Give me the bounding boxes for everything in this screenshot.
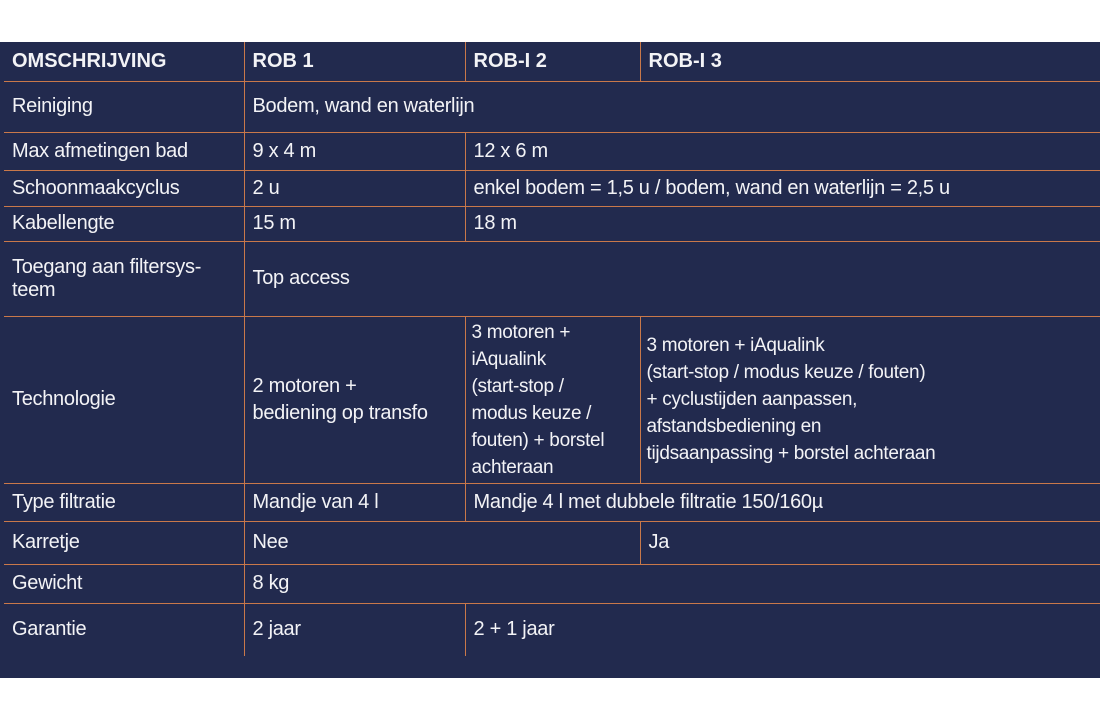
cell-afmetingen-rob1: 9 x 4 m [244,132,465,170]
cell-garantie-rob1: 2 jaar [244,603,465,656]
row-label-technologie: Technologie [4,316,244,483]
table-row [4,81,1100,132]
cell-kabel-rob23: 18 m [465,206,1100,241]
cell-reiniging-all: Bodem, wand en waterlijn [244,81,1100,132]
row-label-cyclus: Schoonmaakcyclus [4,170,244,206]
comparison-table [4,42,1100,656]
header-rob-i2: ROB-I 2 [465,42,640,81]
table-row [4,483,1100,521]
cell-karretje-rob12: Nee [244,521,640,564]
header-omschrijving: OMSCHRIJVING [4,42,244,81]
table-row [4,316,1100,483]
row-label-karretje: Karretje [4,521,244,564]
cell-gewicht-all: 8 kg [244,564,1100,603]
table-row [4,170,1100,206]
cell-technologie-rob1: 2 motoren + bediening op transfo [244,316,465,483]
cell-filtratie-rob23: Mandje 4 l met dubbele filtratie 150/160µ [465,483,1100,521]
table-header-row [4,42,1100,81]
cell-afmetingen-rob23: 12 x 6 m [465,132,1100,170]
cell-cyclus-rob1: 2 u [244,170,465,206]
table-row [4,603,1100,656]
row-label-kabel: Kabellengte [4,206,244,241]
row-label-afmetingen: Max afmetingen bad [4,132,244,170]
row-label-gewicht: Gewicht [4,564,244,603]
cell-technologie-rob2: 3 motoren + iAqualink (start-stop / modus keuze / fouten) + borstel achteraan [465,316,640,483]
cell-cyclus-rob23: enkel bodem = 1,5 u / bodem, wand en waterlijn = 2,5 u [465,170,1100,206]
row-label-filtratie: Type filtratie [4,483,244,521]
comparison-panel [0,42,1100,678]
row-label-toegang: Toegang aan filtersys- teem [4,241,244,316]
cell-technologie-rob3: 3 motoren + iAqualink (start-stop / modus keuze / fouten) + cyclustijden aanpassen, afstandsbediening en tijdsaanpassing + borstel achteraan [640,316,1100,483]
table-row [4,521,1100,564]
row-label-reiniging: Reiniging [4,81,244,132]
row-label-garantie: Garantie [4,603,244,656]
header-rob-i3: ROB-I 3 [640,42,1100,81]
table-row [4,564,1100,603]
cell-filtratie-rob1: Mandje van 4 l [244,483,465,521]
cell-karretje-rob3: Ja [640,521,1100,564]
table-row [4,132,1100,170]
cell-toegang-all: Top access [244,241,1100,316]
header-rob1: ROB 1 [244,42,465,81]
table-row [4,241,1100,316]
cell-kabel-rob1: 15 m [244,206,465,241]
cell-garantie-rob23: 2 + 1 jaar [473,618,555,641]
table-row [4,206,1100,241]
